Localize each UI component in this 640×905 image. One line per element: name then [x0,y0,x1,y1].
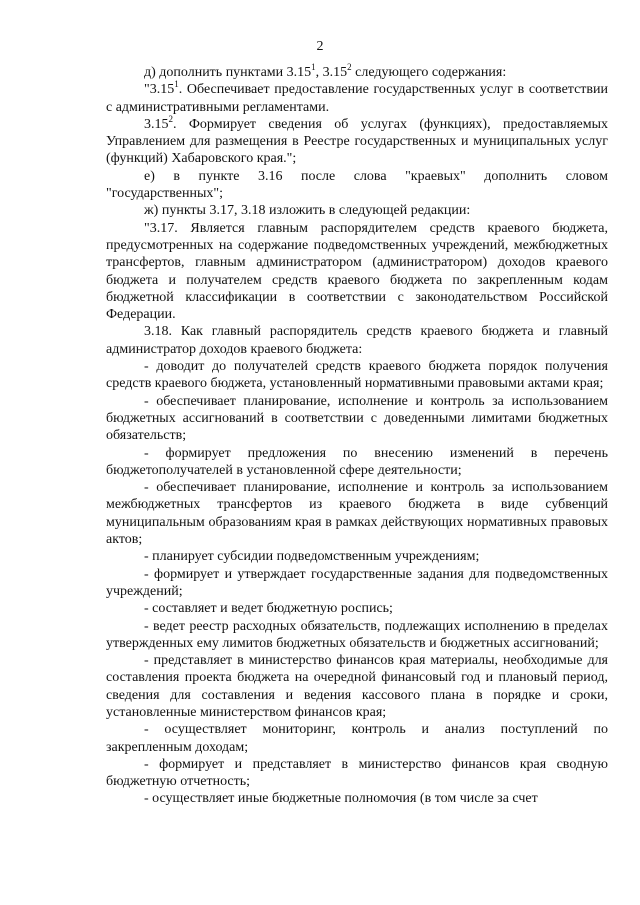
paragraph-text: . Обеспечивает предоставление государственных услуг в соответствии с административными регламентами. [106,82,608,115]
paragraph-text: 3.15 [144,116,169,132]
paragraph: - осуществляет иные бюджетные полномочия (в том числе за счет [144,791,538,807]
paragraph: - составляет и ведет бюджетную роспись; [144,601,393,617]
paragraph: - доводит до получателей средств краевого бюджета порядок получения средств краевого бюджета, установленный нормативными правовыми актами края; [106,359,608,392]
paragraph: - ведет реестр расходных обязательств, подлежащих исполнению в пределах утвержденных ему лимитов бюджетных обязательств и бюджетных ассигнований; [106,618,608,651]
paragraph: - формирует предложения по внесению изменений в перечень бюджетополучателей в установленной сфере деятельности; [106,445,608,478]
paragraph: - планирует субсидии подведомственным учреждениям; [144,549,480,565]
paragraph: - формирует и утверждает государственные задания для подведомственных учреждений; [106,566,608,599]
paragraph-text: "3.15 [144,82,175,98]
paragraph [106,81,608,116]
paragraph [106,113,608,168]
paragraph-text: д) дополнить пунктами 3.15 [144,65,312,80]
page-number: 2 [316,39,324,54]
superscript: 2 [168,113,173,124]
paragraph: - представляет в министерство финансов края материалы, необходимые для составления проекта бюджета на очередной финансовый год и плановый период, сведения для составления и ведения кассового плана в порядке и сроки, установленные министерством финансов края; [106,653,608,720]
paragraph-text: , 3.15 [315,65,348,80]
superscript: 2 [347,62,352,72]
paragraph: - обеспечивает планирование, исполнение и контроль за использованием бюджетных ассигнований в соответствии с доведенными лимитами бюджетных обязательств; [106,393,608,444]
paragraph: е) в пункте 3.16 после слова "краевых" дополнить словом "государственных"; [106,168,608,202]
paragraph-text: . Формирует сведения об услугах (функциях), предоставляемых Управлением для размещения в Реестре государственных и муниципальных услуг (функций) Хабаровского края."; [106,116,608,167]
paragraph-text: следующего содержания: [351,65,507,80]
document-body [106,64,608,808]
paragraph: - обеспечивает планирование, исполнение и контроль за использованием межбюджетных трансфертов из краевого бюджета в виде субвенций муниципальным образованиям края в рамках действующих нормативных правовых актов; [106,480,608,548]
paragraph: "3.17. Является главным распорядителем средств краевого бюджета, предусмотренных на содержание подведомственных учреждений, межбюджетных трансфертов, главным администратором (администратором) доходов краевого бюджета и получателем средств краевого бюджета по закрепленным кодам бюджетной классификации в соответствии с законодательством Российской Федерации. [106,220,608,323]
paragraph: 3.18. Как главный распорядитель средств краевого бюджета и главный администратор доходов краевого бюджета: [106,324,608,357]
paragraph: - формирует и представляет в министерство финансов края сводную бюджетную отчетность; [106,756,608,790]
superscript: 1 [311,62,316,72]
paragraph [106,64,608,81]
superscript: 1 [174,79,179,90]
paragraph: - осуществляет мониторинг, контроль и анализ поступлений по закрепленным доходам; [106,722,608,755]
paragraph: ж) пункты 3.17, 3.18 изложить в следующей редакции: [144,203,471,219]
